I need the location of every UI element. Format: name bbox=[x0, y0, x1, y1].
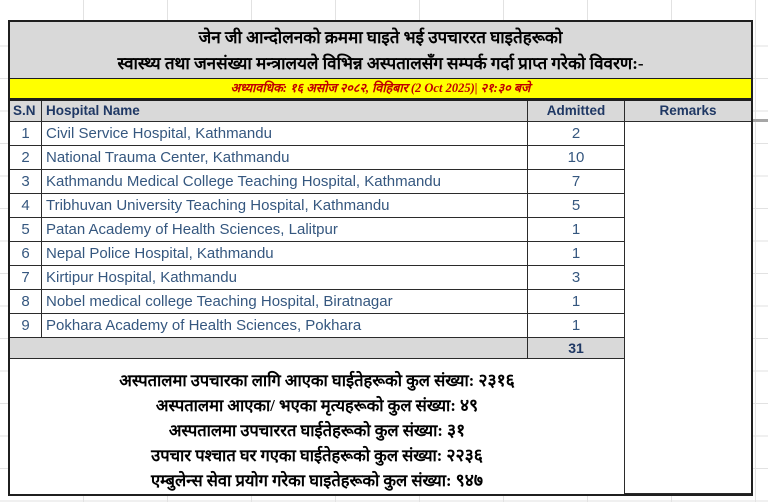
cell-hospital-name[interactable]: National Trauma Center, Kathmandu bbox=[42, 146, 528, 170]
report-title-block bbox=[8, 20, 753, 78]
summary-value: ३१ bbox=[446, 420, 466, 440]
column-header-sn[interactable]: S.N bbox=[10, 101, 42, 122]
cell-hospital-name[interactable]: Pokhara Academy of Health Sciences, Pokhara bbox=[42, 314, 528, 338]
summary-line bbox=[10, 468, 624, 493]
updated-timestamp-text: अध्यावधिक: १६ असोज २०८२, विहिबार (2 Oct 2025)| २१:३० बजे bbox=[230, 81, 531, 95]
cell-hospital-name[interactable]: Nepal Police Hospital, Kathmandu bbox=[42, 242, 528, 266]
summary-value: २३१६ bbox=[478, 370, 515, 390]
summary-value: २२३६ bbox=[446, 445, 483, 465]
cell-hospital-name[interactable]: Nobel medical college Teaching Hospital, Biratnagar bbox=[42, 290, 528, 314]
cell-admitted[interactable]: 10 bbox=[528, 146, 625, 170]
cell-admitted[interactable]: 1 bbox=[528, 242, 625, 266]
summary-label: अस्पतालमा आएका/ भएका मृत्यहरूको कुल संख्या: bbox=[155, 396, 456, 415]
summary-line bbox=[10, 418, 624, 443]
summary-label: उपचार पश्चात घर गएका घाईतेहरूको कुल संख्या: bbox=[151, 446, 443, 465]
page-title-line2: स्वास्थ्य तथा जनसंख्या मन्त्रालयले विभिन्न अस्पतालसँग सम्पर्क गर्दा प्राप्त गरेको विवरण:- bbox=[117, 54, 644, 73]
summary-value: ९४७ bbox=[455, 470, 483, 490]
cell-sn[interactable]: 5 bbox=[10, 218, 42, 242]
column-header-remarks[interactable]: Remarks bbox=[625, 101, 751, 122]
cell-sn[interactable]: 9 bbox=[10, 314, 42, 338]
cell-admitted[interactable]: 1 bbox=[528, 218, 625, 242]
report-document bbox=[8, 20, 753, 496]
cell-admitted[interactable]: 1 bbox=[528, 314, 625, 338]
summary-label: अस्पतालमा उपचाररत घाईतेहरूको कुल संख्या: bbox=[168, 421, 443, 440]
cell-hospital-name[interactable]: Tribhuvan University Teaching Hospital, Kathmandu bbox=[42, 194, 528, 218]
cell-sn[interactable]: 8 bbox=[10, 290, 42, 314]
total-row-empty-cell[interactable] bbox=[10, 338, 528, 359]
cell-admitted[interactable]: 5 bbox=[528, 194, 625, 218]
page-title-line1: जेन जी आन्दोलनको क्रममा घाइते भई उपचाररत घाइतेहरूको bbox=[198, 28, 563, 47]
hospital-table bbox=[8, 100, 753, 496]
summary-line bbox=[10, 443, 624, 468]
table-header-row bbox=[10, 101, 751, 122]
remarks-merged-cell[interactable] bbox=[625, 122, 751, 494]
summary-value: ४९ bbox=[459, 395, 479, 415]
updated-timestamp-bar bbox=[8, 78, 753, 100]
cell-admitted[interactable]: 3 bbox=[528, 266, 625, 290]
cell-sn[interactable]: 4 bbox=[10, 194, 42, 218]
summary-label: अस्पतालमा उपचारका लागि आएका घाईतेहरूको कुल संख्या: bbox=[119, 371, 475, 390]
pane-divider-line bbox=[753, 119, 768, 122]
cell-hospital-name[interactable]: Kirtipur Hospital, Kathmandu bbox=[42, 266, 528, 290]
column-header-admitted[interactable]: Admitted bbox=[528, 101, 625, 122]
cell-sn[interactable]: 7 bbox=[10, 266, 42, 290]
cell-admitted[interactable]: 7 bbox=[528, 170, 625, 194]
summary-cell[interactable] bbox=[10, 359, 625, 494]
cell-sn[interactable]: 6 bbox=[10, 242, 42, 266]
total-admitted-cell[interactable]: 31 bbox=[528, 338, 625, 359]
cell-admitted[interactable]: 1 bbox=[528, 290, 625, 314]
cell-hospital-name[interactable]: Kathmandu Medical College Teaching Hospital, Kathmandu bbox=[42, 170, 528, 194]
cell-sn[interactable]: 2 bbox=[10, 146, 42, 170]
cell-sn[interactable]: 3 bbox=[10, 170, 42, 194]
cell-hospital-name[interactable]: Civil Service Hospital, Kathmandu bbox=[42, 122, 528, 146]
summary-label: एम्बुलेन्स सेवा प्रयोग गरेका घाइतेहरूको कुल संख्या: bbox=[151, 471, 452, 490]
column-header-hospital-name[interactable]: Hospital Name bbox=[42, 101, 528, 122]
summary-line bbox=[10, 393, 624, 418]
cell-hospital-name[interactable]: Patan Academy of Health Sciences, Lalitpur bbox=[42, 218, 528, 242]
cell-admitted[interactable]: 2 bbox=[528, 122, 625, 146]
cell-sn[interactable]: 1 bbox=[10, 122, 42, 146]
summary-line bbox=[10, 368, 624, 393]
